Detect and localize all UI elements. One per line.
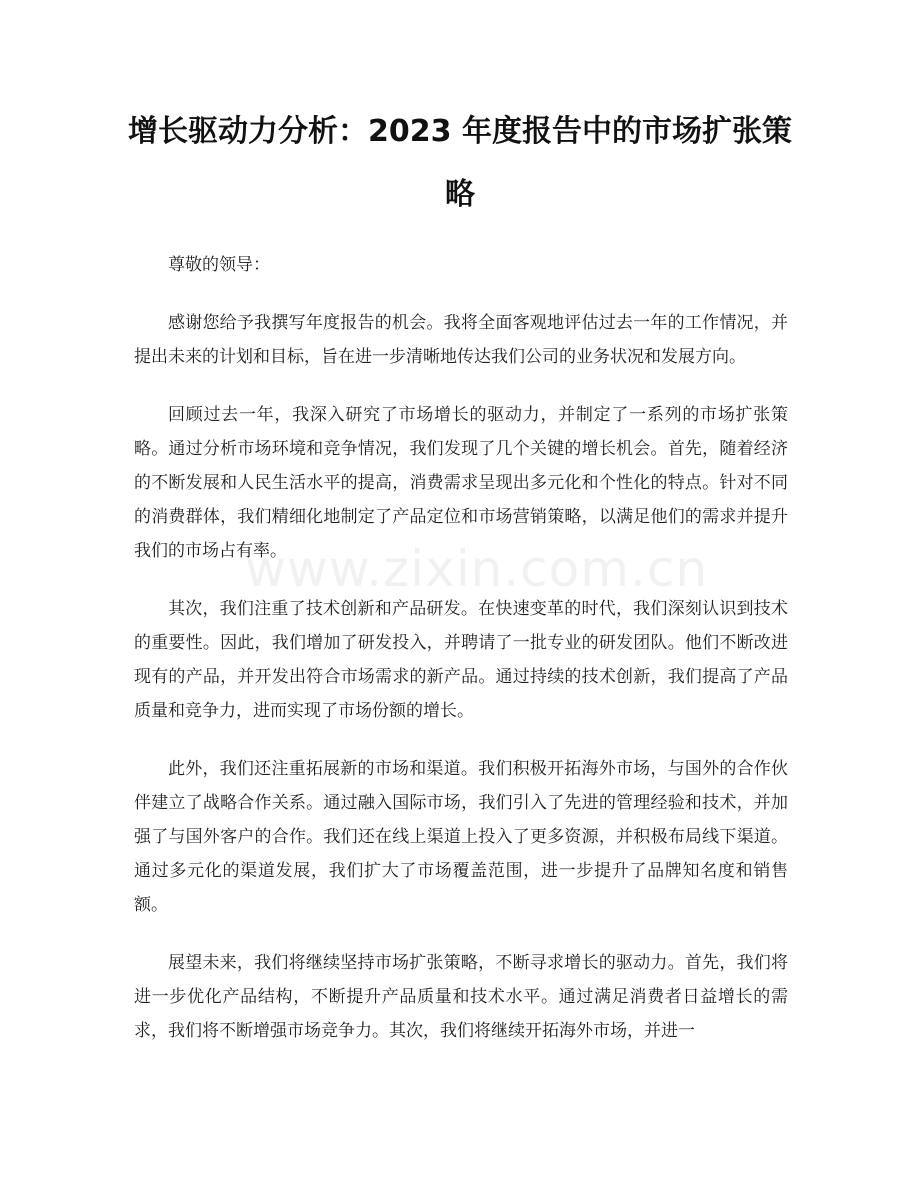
- watermark: www.zixin.com.cn: [245, 540, 709, 598]
- paragraph-innovation: 其次，我们注重了技术创新和产品研发。在快速变革的时代，我们深刻认识到技术的重要性。因此，我们增加了研发投入，并聘请了一批专业的研发团队。他们不断改进现有的产品，并开发出符合市场需求的新产品。通过持续的技术创新，我们提高了产品质量和竞争力，进而实现了市场份额的增长。: [134, 599, 788, 721]
- paragraph-review: 回顾过去一年，我深入研究了市场增长的驱动力，并制定了一系列的市场扩张策略。通过分析市场环境和竞争情况，我们发现了几个关键的增长机会。首先，随着经济的不断发展和人民生活水平的提高，消费需求呈现出多元化和个性化的特点。针对不同的消费群体，我们精细化地制定了产品定位和市场营销策略，以满足他们的需求并提升我们的市场占有率。: [134, 405, 788, 561]
- document-title: 增长驱动力分析：2023 年度报告中的市场扩张策略: [128, 114, 792, 212]
- paragraph-outlook: 展望未来，我们将继续坚持市场扩张策略，不断寻求增长的驱动力。首先，我们将进一步优化产品结构，不断提升产品质量和技术水平。通过满足消费者日益增长的需求，我们将不断增强市场竞争力。其次，我们将继续开拓海外市场，并进一: [134, 953, 788, 1041]
- document-body: [134, 248, 788, 1072]
- paragraph-intro: 感谢您给予我撰写年度报告的机会。我将全面客观地评估过去一年的工作情况，并提出未来的计划和目标，旨在进一步清晰地传达我们公司的业务状况和发展方向。: [134, 313, 788, 367]
- salutation: 尊敬的领导：: [168, 255, 270, 275]
- paragraph-channels: 此外，我们还注重拓展新的市场和渠道。我们积极开拓海外市场，与国外的合作伙伴建立了战略合作关系。通过融入国际市场，我们引入了先进的管理经验和技术，并加强了与国外客户的合作。我们还在线上渠道上投入了更多资源，并积极布局线下渠道。通过多元化的渠道发展，我们扩大了市场覆盖范围，进一步提升了品牌知名度和销售额。: [134, 759, 788, 915]
